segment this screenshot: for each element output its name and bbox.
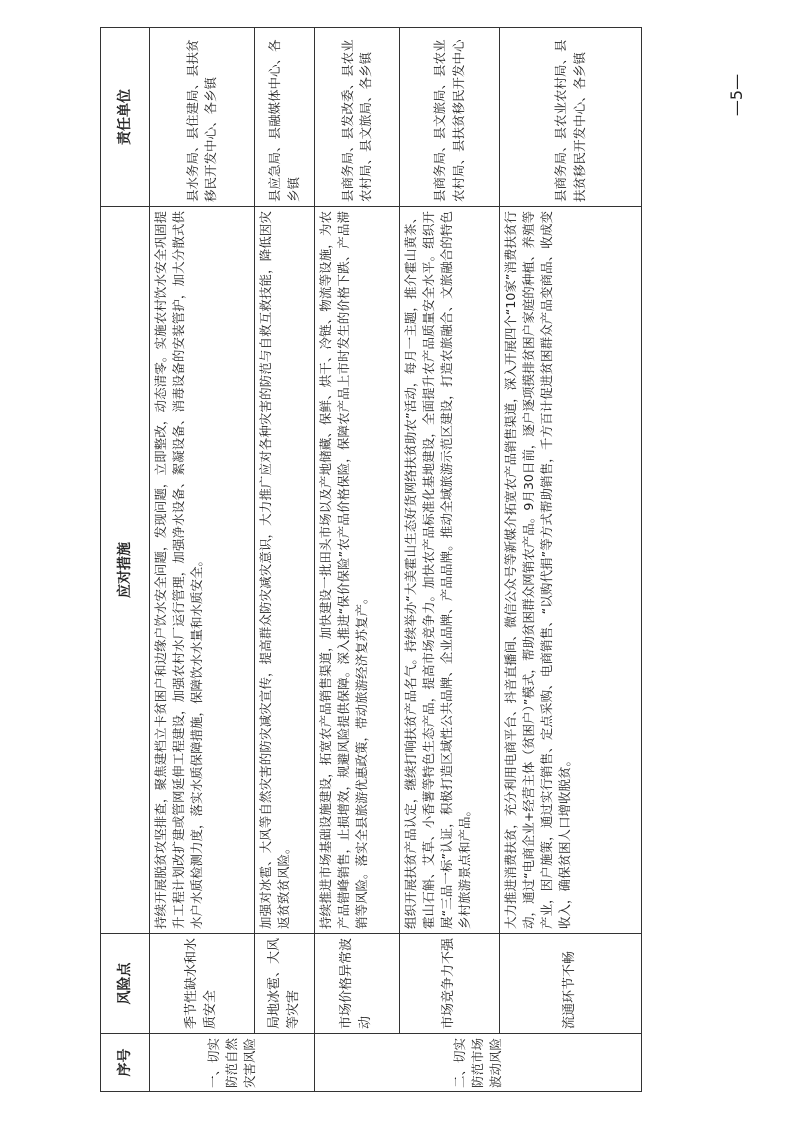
measure-text: 组织开展扶贫产品认定，继续打响扶贫产品名气。持续举办“大美霍山生态好货网络扶贫助农”活动，每月一主题，推介霍山黄茶、霍山石斛、艾草、小香薯等特色生态产品，提高市场竞争力。加快农产品标准化基地建设，全面提升农产品质量安全水平。组织开展“三品一标”认证，积极打造区域性公共品牌、企业品牌、产品品牌。推动全域旅游示范区建设，打造农旅融合、文旅融合的特色乡村旅游景点和产品。 <box>400 207 500 934</box>
header-unit: 责任单位 <box>101 28 150 207</box>
responsible-unit: 县商务局、县文旅局、县农业农村局、县扶贫移民开发中心 <box>400 28 500 207</box>
table-row <box>150 28 255 1092</box>
table-row <box>500 28 642 1092</box>
page-number: —5— <box>726 73 746 117</box>
measure-text: 加强对冰雹、大风等自然灾害的防灾减灾宣传，提高群众防灾减灾意识，大力推广应对各种灾害的防范与自救互救技能，降低因灾返贫致贫风险。 <box>255 207 315 934</box>
risk-point: 流通环节不畅 <box>500 934 642 1034</box>
table-row <box>315 28 400 1092</box>
table-row <box>255 28 315 1092</box>
responsible-unit: 县商务局、县发改委、县农业农村局、县文旅局、各乡镇 <box>315 28 400 207</box>
risk-point: 局地冰雹、大风等灾害 <box>255 934 315 1034</box>
measure-text: 持续推进市场基础设施建设，拓宽农产品销售渠道，加快建设一批田头市场以及产地储藏、保鲜、烘干、冷链、物流等设施，为农产品错峰销售，止损增效，规避风险提供保障。深入推进“保价保险”农产品价格保险，保障农产品上市时发生的价格下跌、产品滞销等风险。落实全县旅游优惠政策，带动旅游经济复苏复产。 <box>315 207 400 934</box>
risk-table <box>100 27 642 1092</box>
measure-text: 大力推进消费扶贫，充分利用电商平台、抖音直播间、微信公众号等新媒介拓宽农产品销售渠道，深入开展四个“10家”消费扶贫行动，通过“电商企业+经营主体（贫困户）”模式，帮助贫困群众网销农产品。9月30日前，逐户逐项摸排贫困户家庭的种植、养殖等产业，因户施策，通过实行销售、定点采购、电商销售、“以购代捐”等方式帮助销售，千方百计促进贫困群众产品变商品、收成变收入，确保贫困人口增收脱贫。 <box>500 207 642 934</box>
category-market-volatility: 二、切实防范市场波动风险 <box>315 1034 642 1092</box>
responsible-unit: 县应急局、县融媒体中心、各乡镇 <box>255 28 315 207</box>
table-row <box>400 28 500 1092</box>
header-seq: 序号 <box>101 1034 150 1092</box>
measure-text: 持续开展脱贫攻坚排查，聚焦建档立卡贫困户和边缘户饮水安全问题，发现问题，立即整改，动态清零。实施农村饮水安全巩固提升工程计划改扩建或管网延伸工程建设，加强农村水厂运行管理，加强净水设备、絮凝设备、消毒设备的安装管护，加大分散式供水户水质检测力度，落实水质保障措施，保障饮水水量和水质安全。 <box>150 207 255 934</box>
header-risk: 风险点 <box>101 934 150 1034</box>
risk-point: 市场竞争力不强 <box>400 934 500 1034</box>
category-natural-disaster: 一、切实防范自然灾害风险 <box>150 1034 315 1092</box>
risk-point: 季节性缺水和水质安全 <box>150 934 255 1034</box>
rotated-table-container <box>100 28 636 1092</box>
header-measure: 应对措施 <box>101 207 150 934</box>
table-header-row <box>101 28 150 1092</box>
risk-point: 市场价格异常波动 <box>315 934 400 1034</box>
responsible-unit: 县水务局、县住建局、县扶贫移民开发中心、各乡镇 <box>150 28 255 207</box>
responsible-unit: 县商务局、县农业农村局、县扶贫移民开发中心、各乡镇 <box>500 28 642 207</box>
